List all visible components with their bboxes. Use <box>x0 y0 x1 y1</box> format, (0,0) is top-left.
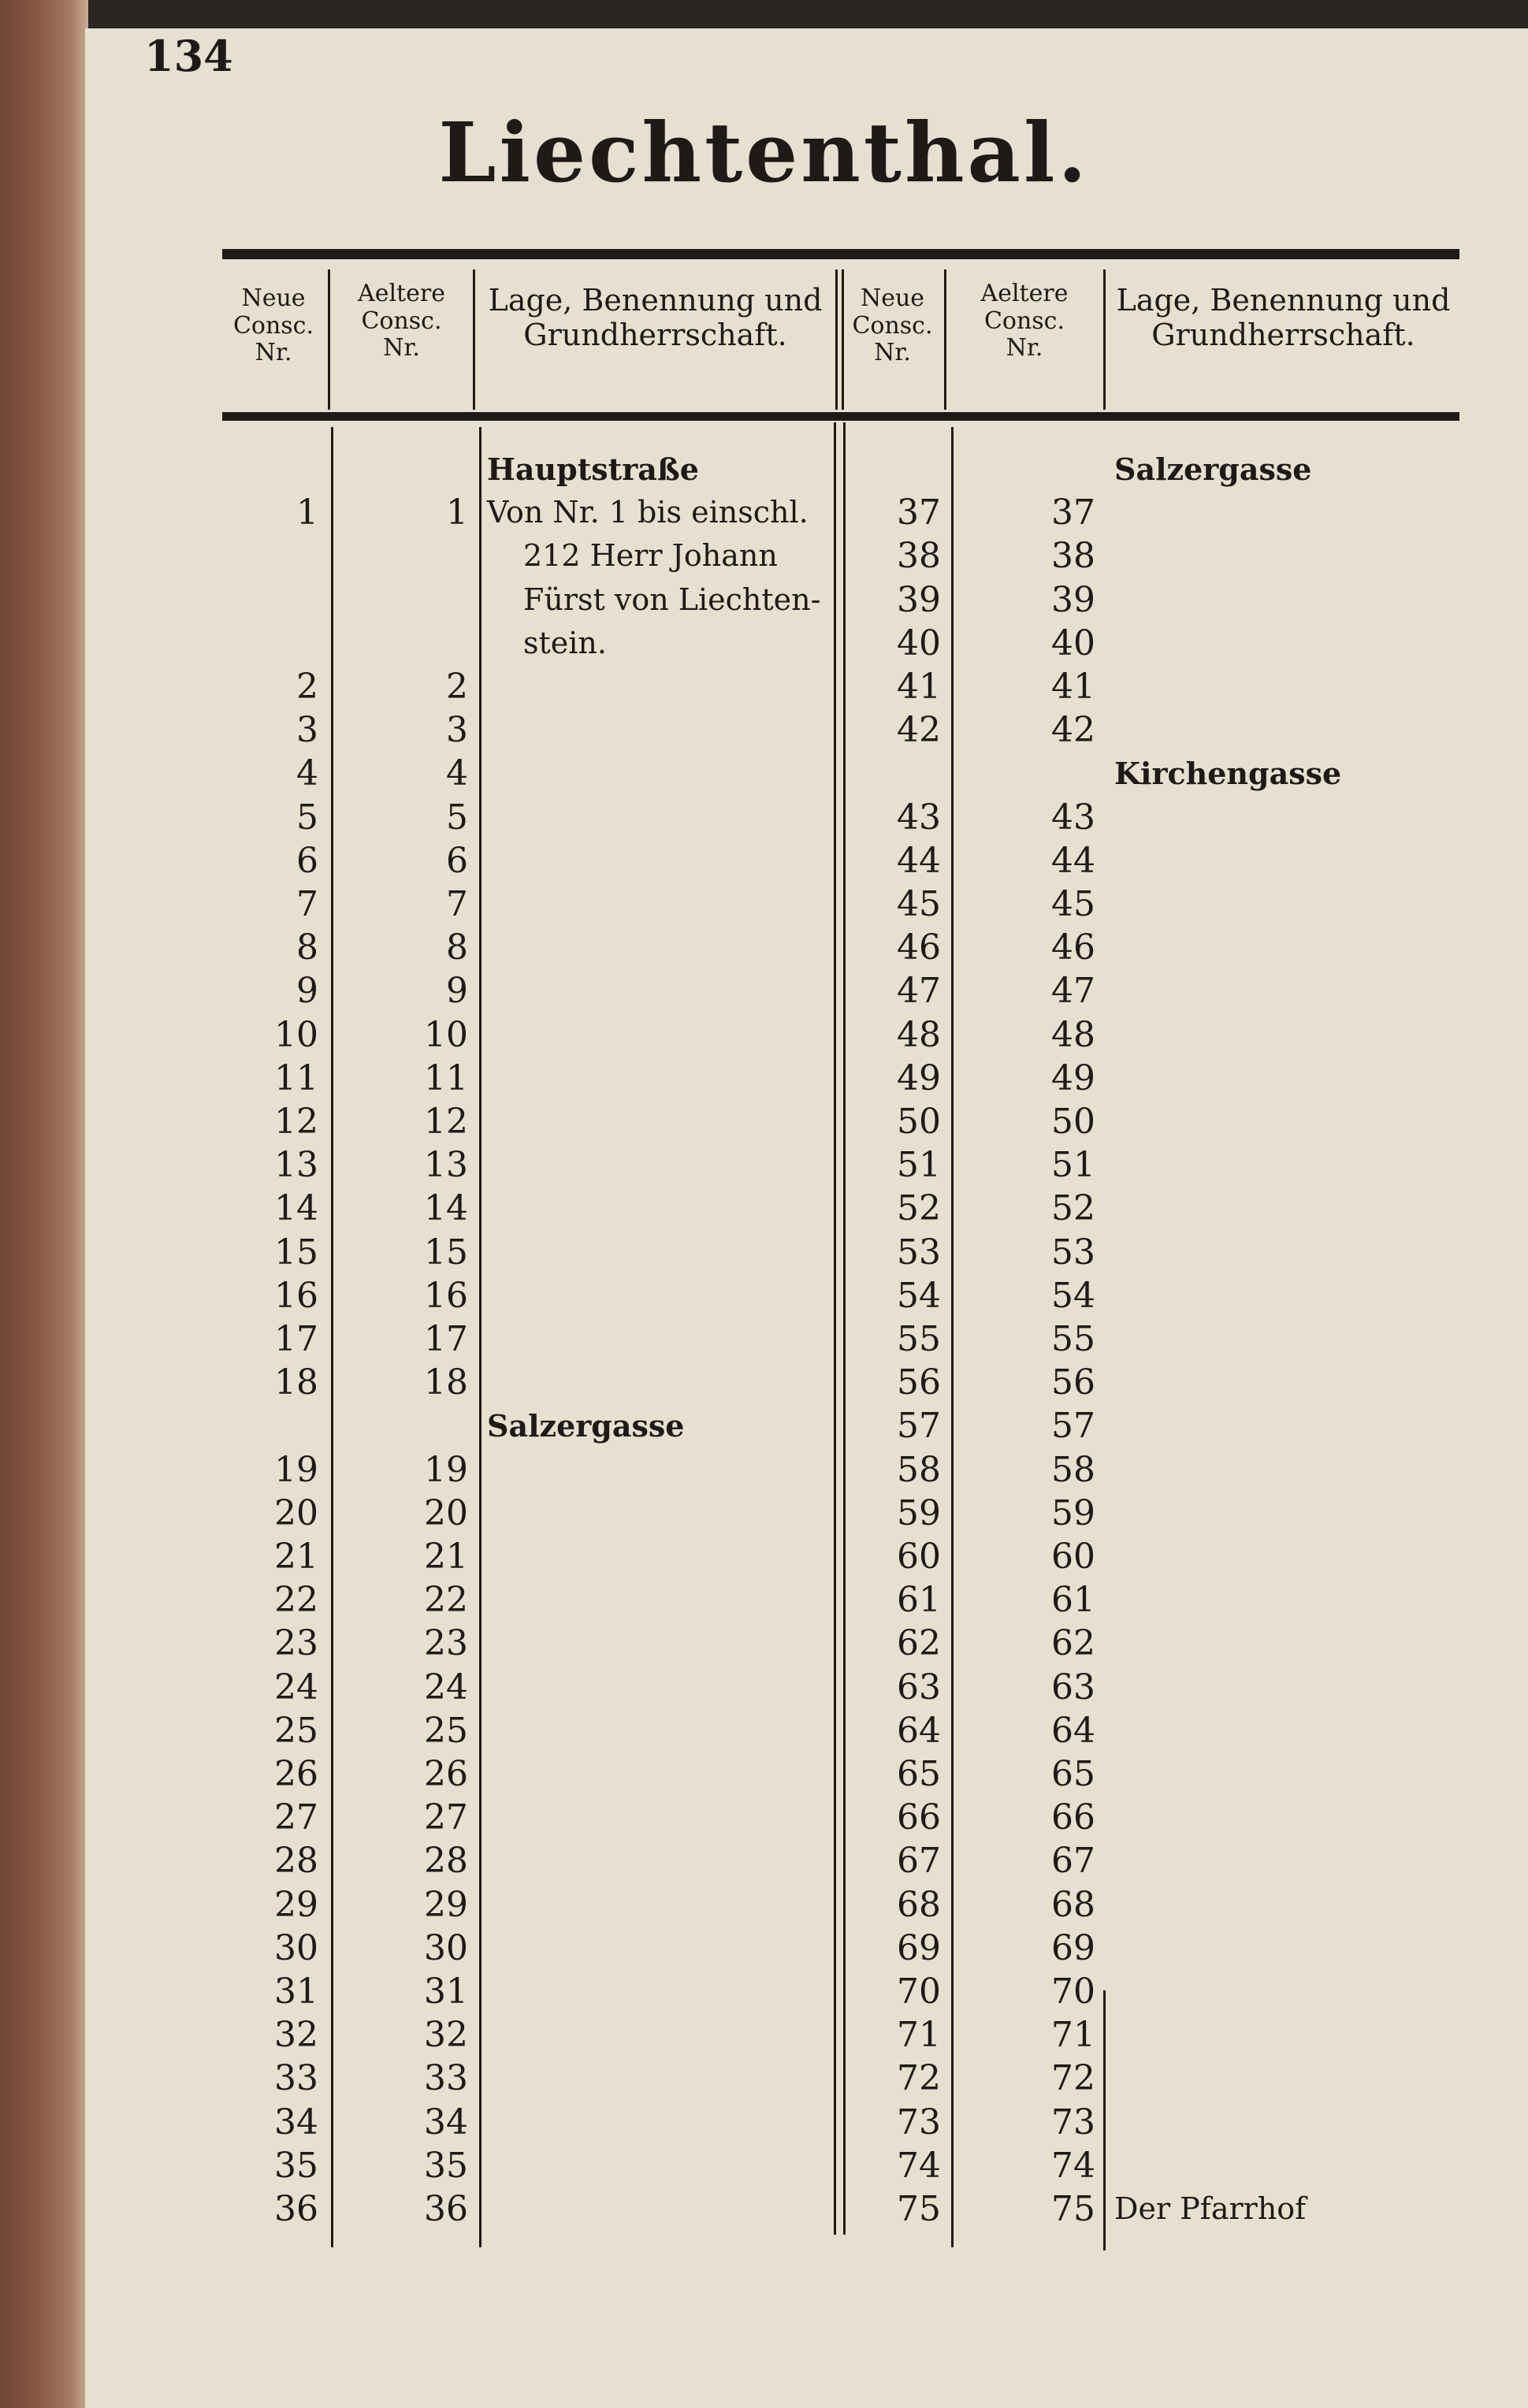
neue-nr-cell: 36 <box>274 2189 318 2229</box>
aeltere-nr-cell: 38 <box>1051 536 1095 577</box>
aeltere-nr-cell: 6 <box>446 840 468 881</box>
neue-nr-cell: 44 <box>897 840 941 881</box>
neue-nr-cell: 26 <box>274 1754 318 1794</box>
neue-nr-cell: 7 <box>296 884 318 924</box>
entry-text: Von Nr. 1 bis einschl. <box>487 495 809 530</box>
neue-nr-cell: 18 <box>274 1362 318 1403</box>
neue-nr-cell: 60 <box>897 1537 941 1577</box>
neue-nr-cell: 10 <box>274 1014 318 1055</box>
neue-nr-cell: 28 <box>274 1841 318 1882</box>
header-rule <box>222 412 1459 421</box>
neue-nr-cell: 49 <box>897 1057 941 1098</box>
neue-nr-cell: 50 <box>897 1102 941 1142</box>
aeltere-nr-cell: 55 <box>1051 1319 1095 1359</box>
aeltere-nr-cell: 59 <box>1051 1492 1095 1533</box>
neue-nr-cell: 37 <box>897 492 941 533</box>
aeltere-nr-cell: 48 <box>1051 1014 1095 1055</box>
neue-nr-cell: 65 <box>897 1754 941 1794</box>
page-number: 134 <box>144 31 233 81</box>
aeltere-nr-cell: 50 <box>1051 1102 1095 1142</box>
aeltere-nr-cell: 63 <box>1051 1667 1095 1708</box>
neue-nr-cell: 34 <box>274 2101 318 2142</box>
aeltere-nr-cell: 72 <box>1051 2058 1095 2099</box>
aeltere-nr-cell: 2 <box>446 667 468 707</box>
aeltere-nr-cell: 28 <box>424 1841 468 1882</box>
entry-text: 212 Herr Johann <box>523 538 778 574</box>
aeltere-nr-cell: 24 <box>424 1667 468 1708</box>
book-spine <box>0 0 88 2408</box>
aeltere-nr-cell: 29 <box>424 1884 468 1925</box>
aeltere-nr-cell: 70 <box>1051 1971 1095 2012</box>
page-title: Liechtenthal. <box>438 104 1090 201</box>
neue-nr-cell: 61 <box>897 1580 941 1621</box>
neue-nr-cell: 1 <box>296 492 318 533</box>
neue-nr-cell: 74 <box>897 2145 941 2186</box>
aeltere-nr-cell: 73 <box>1051 2101 1095 2142</box>
neue-nr-cell: 69 <box>897 1927 941 1968</box>
aeltere-nr-cell: 57 <box>1051 1406 1095 1447</box>
column-divider <box>479 427 481 2247</box>
aeltere-nr-cell: 65 <box>1051 1754 1095 1794</box>
neue-nr-cell: 17 <box>274 1319 318 1359</box>
neue-nr-cell: 4 <box>296 753 318 794</box>
center-divider <box>834 422 836 2235</box>
neue-nr-cell: 15 <box>274 1232 318 1273</box>
neue-nr-cell: 3 <box>296 710 318 751</box>
neue-nr-cell: 2 <box>296 667 318 707</box>
aeltere-nr-cell: 7 <box>446 884 468 924</box>
neue-nr-cell: 73 <box>897 2101 941 2142</box>
aeltere-nr-cell: 51 <box>1051 1145 1095 1186</box>
neue-nr-cell: 8 <box>296 927 318 968</box>
column-divider <box>1103 1990 1106 2250</box>
entry-text: Der Pfarrhof <box>1114 2191 1307 2226</box>
neue-nr-cell: 46 <box>897 927 941 968</box>
aeltere-nr-cell: 44 <box>1051 840 1095 881</box>
top-rule <box>222 249 1459 259</box>
aeltere-nr-cell: 34 <box>424 2101 468 2142</box>
street-name: Hauptstraße <box>487 452 699 487</box>
neue-nr-cell: 16 <box>274 1275 318 1316</box>
neue-nr-cell: 54 <box>897 1275 941 1316</box>
aeltere-nr-cell: 17 <box>424 1319 468 1359</box>
aeltere-nr-cell: 27 <box>424 1797 468 1838</box>
neue-nr-cell: 70 <box>897 1971 941 2012</box>
aeltere-nr-cell: 36 <box>424 2189 468 2229</box>
header-aeltere-right: Aeltere Consc. Nr. <box>980 280 1069 362</box>
header-neue-left: Neue Consc. Nr. <box>232 284 314 366</box>
neue-nr-cell: 64 <box>897 1710 941 1751</box>
aeltere-nr-cell: 39 <box>1051 579 1095 620</box>
aeltere-nr-cell: 31 <box>424 1971 468 2012</box>
aeltere-nr-cell: 41 <box>1051 667 1095 707</box>
neue-nr-cell: 22 <box>274 1580 318 1621</box>
neue-nr-cell: 53 <box>897 1232 941 1273</box>
neue-nr-cell: 6 <box>296 840 318 881</box>
neue-nr-cell: 51 <box>897 1145 941 1186</box>
aeltere-nr-cell: 43 <box>1051 797 1095 838</box>
aeltere-nr-cell: 64 <box>1051 1710 1095 1751</box>
neue-nr-cell: 13 <box>274 1145 318 1186</box>
aeltere-nr-cell: 16 <box>424 1275 468 1316</box>
column-divider <box>951 427 954 2247</box>
neue-nr-cell: 9 <box>296 971 318 1012</box>
neue-nr-cell: 14 <box>274 1188 318 1229</box>
aeltere-nr-cell: 12 <box>424 1102 468 1142</box>
neue-nr-cell: 35 <box>274 2145 318 2186</box>
neue-nr-cell: 48 <box>897 1014 941 1055</box>
neue-nr-cell: 52 <box>897 1188 941 1229</box>
aeltere-nr-cell: 71 <box>1051 2015 1095 2056</box>
aeltere-nr-cell: 4 <box>446 753 468 794</box>
neue-nr-cell: 30 <box>274 1927 318 1968</box>
column-divider <box>331 427 333 2247</box>
aeltere-nr-cell: 61 <box>1051 1580 1095 1621</box>
neue-nr-cell: 56 <box>897 1362 941 1403</box>
aeltere-nr-cell: 69 <box>1051 1927 1095 1968</box>
aeltere-nr-cell: 1 <box>446 492 468 533</box>
aeltere-nr-cell: 42 <box>1051 710 1095 751</box>
street-name: Kirchengasse <box>1114 756 1342 792</box>
aeltere-nr-cell: 5 <box>446 797 468 838</box>
neue-nr-cell: 59 <box>897 1492 941 1533</box>
neue-nr-cell: 29 <box>274 1884 318 1925</box>
aeltere-nr-cell: 46 <box>1051 927 1095 968</box>
neue-nr-cell: 21 <box>274 1537 318 1577</box>
neue-nr-cell: 67 <box>897 1841 941 1882</box>
aeltere-nr-cell: 26 <box>424 1754 468 1794</box>
neue-nr-cell: 38 <box>897 536 941 577</box>
neue-nr-cell: 58 <box>897 1449 941 1490</box>
aeltere-nr-cell: 68 <box>1051 1884 1095 1925</box>
neue-nr-cell: 45 <box>897 884 941 924</box>
neue-nr-cell: 19 <box>274 1449 318 1490</box>
header-neue-right: Neue Consc. Nr. <box>852 284 933 366</box>
header-lage-left: Lage, Benennung und Grundherrschaft. <box>488 283 823 352</box>
aeltere-nr-cell: 10 <box>424 1014 468 1055</box>
neue-nr-cell: 71 <box>897 2015 941 2056</box>
aeltere-nr-cell: 62 <box>1051 1623 1095 1664</box>
neue-nr-cell: 39 <box>897 579 941 620</box>
neue-nr-cell: 47 <box>897 971 941 1012</box>
aeltere-nr-cell: 30 <box>424 1927 468 1968</box>
neue-nr-cell: 43 <box>897 797 941 838</box>
aeltere-nr-cell: 25 <box>424 1710 468 1751</box>
neue-nr-cell: 23 <box>274 1623 318 1664</box>
aeltere-nr-cell: 8 <box>446 927 468 968</box>
entry-text: stein. <box>523 625 607 660</box>
neue-nr-cell: 57 <box>897 1406 941 1447</box>
neue-nr-cell: 55 <box>897 1319 941 1359</box>
neue-nr-cell: 75 <box>897 2189 941 2229</box>
neue-nr-cell: 31 <box>274 1971 318 2012</box>
neue-nr-cell: 25 <box>274 1710 318 1751</box>
aeltere-nr-cell: 52 <box>1051 1188 1095 1229</box>
header-divider <box>835 269 838 410</box>
neue-nr-cell: 5 <box>296 797 318 838</box>
aeltere-nr-cell: 3 <box>446 710 468 751</box>
header-aeltere-left: Aeltere Consc. Nr. <box>358 280 445 362</box>
neue-nr-cell: 42 <box>897 710 941 751</box>
aeltere-nr-cell: 19 <box>424 1449 468 1490</box>
aeltere-nr-cell: 66 <box>1051 1797 1095 1838</box>
neue-nr-cell: 62 <box>897 1623 941 1664</box>
neue-nr-cell: 20 <box>274 1492 318 1533</box>
aeltere-nr-cell: 21 <box>424 1537 468 1577</box>
header-divider <box>1103 269 1106 410</box>
aeltere-nr-cell: 32 <box>424 2015 468 2056</box>
aeltere-nr-cell: 13 <box>424 1145 468 1186</box>
neue-nr-cell: 72 <box>897 2058 941 2099</box>
aeltere-nr-cell: 45 <box>1051 884 1095 924</box>
aeltere-nr-cell: 37 <box>1051 492 1095 533</box>
aeltere-nr-cell: 9 <box>446 971 468 1012</box>
aeltere-nr-cell: 60 <box>1051 1537 1095 1577</box>
aeltere-nr-cell: 11 <box>424 1057 468 1098</box>
header-divider <box>842 269 844 410</box>
neue-nr-cell: 11 <box>274 1057 318 1098</box>
aeltere-nr-cell: 53 <box>1051 1232 1095 1273</box>
neue-nr-cell: 68 <box>897 1884 941 1925</box>
aeltere-nr-cell: 49 <box>1051 1057 1095 1098</box>
aeltere-nr-cell: 22 <box>424 1580 468 1621</box>
neue-nr-cell: 63 <box>897 1667 941 1708</box>
aeltere-nr-cell: 75 <box>1051 2189 1095 2229</box>
neue-nr-cell: 66 <box>897 1797 941 1838</box>
neue-nr-cell: 32 <box>274 2015 318 2056</box>
entry-text: Fürst von Liechten- <box>523 582 821 617</box>
neue-nr-cell: 12 <box>274 1102 318 1142</box>
neue-nr-cell: 27 <box>274 1797 318 1838</box>
aeltere-nr-cell: 15 <box>424 1232 468 1273</box>
neue-nr-cell: 24 <box>274 1667 318 1708</box>
aeltere-nr-cell: 58 <box>1051 1449 1095 1490</box>
neue-nr-cell: 41 <box>897 667 941 707</box>
header-divider <box>944 269 946 410</box>
neue-nr-cell: 40 <box>897 622 941 663</box>
aeltere-nr-cell: 54 <box>1051 1275 1095 1316</box>
aeltere-nr-cell: 67 <box>1051 1841 1095 1882</box>
aeltere-nr-cell: 74 <box>1051 2145 1095 2186</box>
aeltere-nr-cell: 33 <box>424 2058 468 2099</box>
neue-nr-cell: 33 <box>274 2058 318 2099</box>
center-divider <box>843 422 846 2235</box>
aeltere-nr-cell: 56 <box>1051 1362 1095 1403</box>
street-name: Salzergasse <box>487 1408 685 1444</box>
street-name: Salzergasse <box>1114 452 1312 487</box>
header-lage-right: Lage, Benennung und Grundherrschaft. <box>1116 283 1451 352</box>
aeltere-nr-cell: 14 <box>424 1188 468 1229</box>
aeltere-nr-cell: 18 <box>424 1362 468 1403</box>
header-divider <box>328 269 330 410</box>
aeltere-nr-cell: 23 <box>424 1623 468 1664</box>
aeltere-nr-cell: 40 <box>1051 622 1095 663</box>
header-divider <box>473 269 475 410</box>
aeltere-nr-cell: 47 <box>1051 971 1095 1012</box>
aeltere-nr-cell: 35 <box>424 2145 468 2186</box>
aeltere-nr-cell: 20 <box>424 1492 468 1533</box>
